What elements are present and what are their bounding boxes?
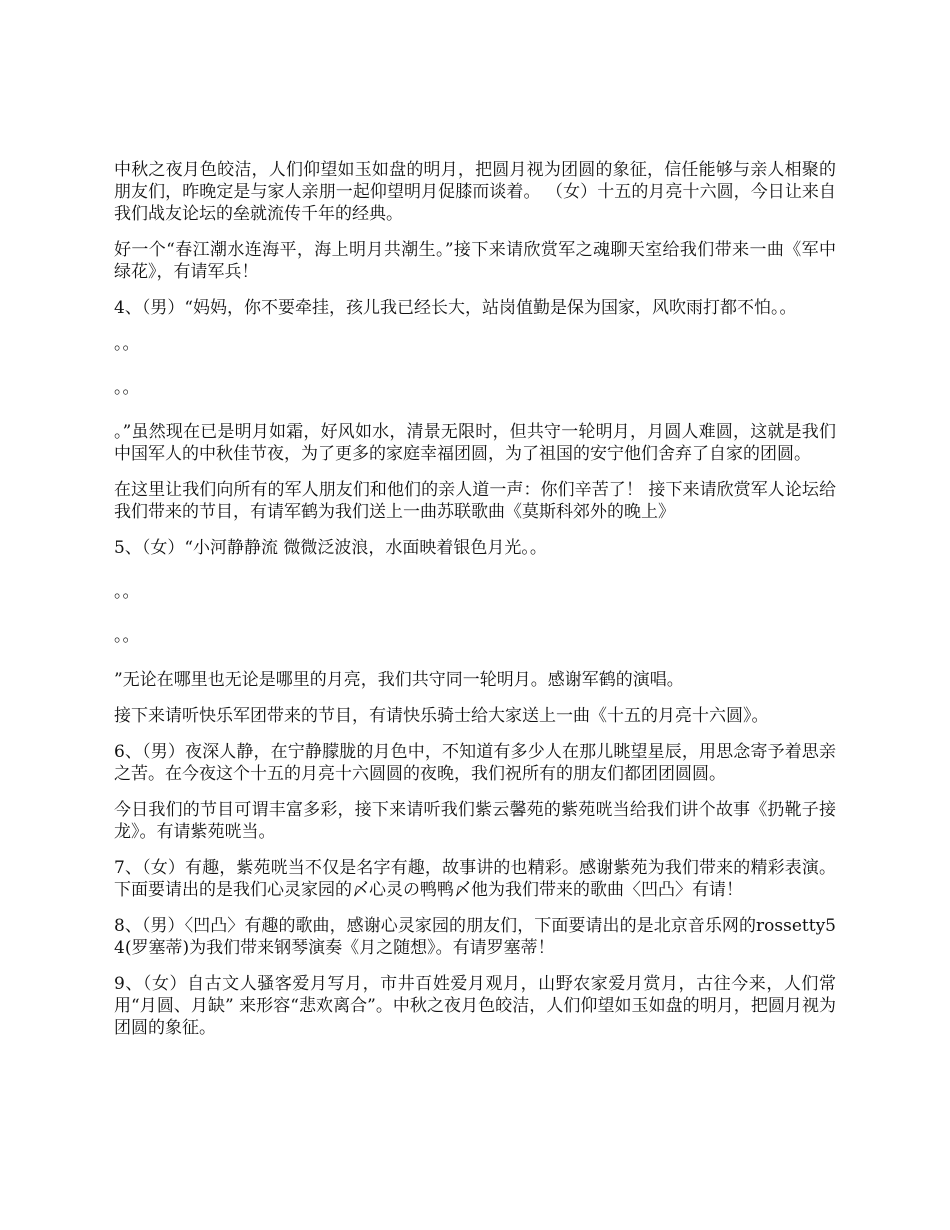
paragraph-12: 接下来请听快乐军团带来的节目，有请快乐骑士给大家送上一曲《十五的月亮十六圆》。	[114, 706, 769, 726]
paragraph-2: 好一个“春江潮水连海平，海上明月共潮生。”接下来请欣赏军之魂聊天室给我们带来一曲《军中绿花》，有请军兵！	[114, 240, 836, 282]
paragraph-17: 9、（女）自古文人骚客爱月写月，市井百姓爱月观月，山野农家爱月赏月，古往今来，人们常用“月圆、月缺” 来形容“悲欢离合”。中秋之夜月色皎洁，人们仰望如玉如盘的明月，把圆月视为团圆的象征。	[114, 974, 836, 1038]
paragraph-5: 。。	[114, 378, 140, 398]
document-body	[114, 159, 836, 1053]
paragraph-16: 8、（男）〈凹凸〉有趣的歌曲，感谢心灵家园的朋友们，下面要请出的是北京音乐网的rossetty54(罗塞蒂)为我们带来钢琴演奏《月之随想》。有请罗塞蒂！	[114, 916, 836, 958]
paragraph-11: ”无论在哪里也无论是哪里的月亮，我们共守同一轮明月。感谢军鹤的演唱。	[114, 670, 684, 690]
paragraph-13: 6、（男）夜深人静，在宁静朦胧的月色中，不知道有多少人在那儿眺望星辰，用思念寄予着思亲之苦。在今夜这个十五的月亮十六圆圆的夜晚，我们祝所有的朋友们都团团圆圆。	[114, 742, 836, 784]
paragraph-6: 。”虽然现在已是明月如霜，好风如水，清景无限时，但共守一轮明月，月圆人难圆，这就是我们中国军人的中秋佳节夜，为了更多的家庭幸福团圆，为了祖国的安宁他们舍弃了自家的团圆。	[114, 422, 836, 464]
paragraph-14: 今日我们的节目可谓丰富多彩，接下来请听我们紫云馨苑的紫苑咣当给我们讲个故事《扔靴子接龙》。有请紫苑咣当。	[114, 800, 836, 842]
paragraph-10: 。。	[114, 626, 140, 646]
paragraph-4: 。。	[114, 334, 140, 354]
paragraph-15: 7、（女）有趣，紫苑咣当不仅是名字有趣，故事讲的也精彩。感谢紫苑为我们带来的精彩表演。下面要请出的是我们心灵家园的〆心灵の鸭鸭〆他为我们带来的歌曲〈凹凸〉有请！	[114, 858, 836, 900]
paragraph-7: 在这里让我们向所有的军人朋友们和他们的亲人道一声：你们辛苦了！ 接下来请欣赏军人论坛给我们带来的节目，有请军鹤为我们送上一曲苏联歌曲《莫斯科郊外的晚上》	[114, 480, 836, 522]
paragraph-1: 中秋之夜月色皎洁，人们仰望如玉如盘的明月，把圆月视为团圆的象征，信任能够与亲人相聚的朋友们，昨晚定是与家人亲朋一起仰望明月促膝而谈着。 （女）十五的月亮十六圆，今日让来自我们战友论坛的垒就流传千年的经典。	[114, 160, 836, 224]
paragraph-3: 4、（男）“妈妈，你不要牵挂，孩儿我已经长大，站岗值勤是保为国家，风吹雨打都不怕。。	[114, 298, 797, 318]
paragraph-9: 。。	[114, 582, 140, 602]
paragraph-8: 5、（女）“小河静静流 微微泛波浪，水面映着银色月光。。	[114, 538, 547, 558]
